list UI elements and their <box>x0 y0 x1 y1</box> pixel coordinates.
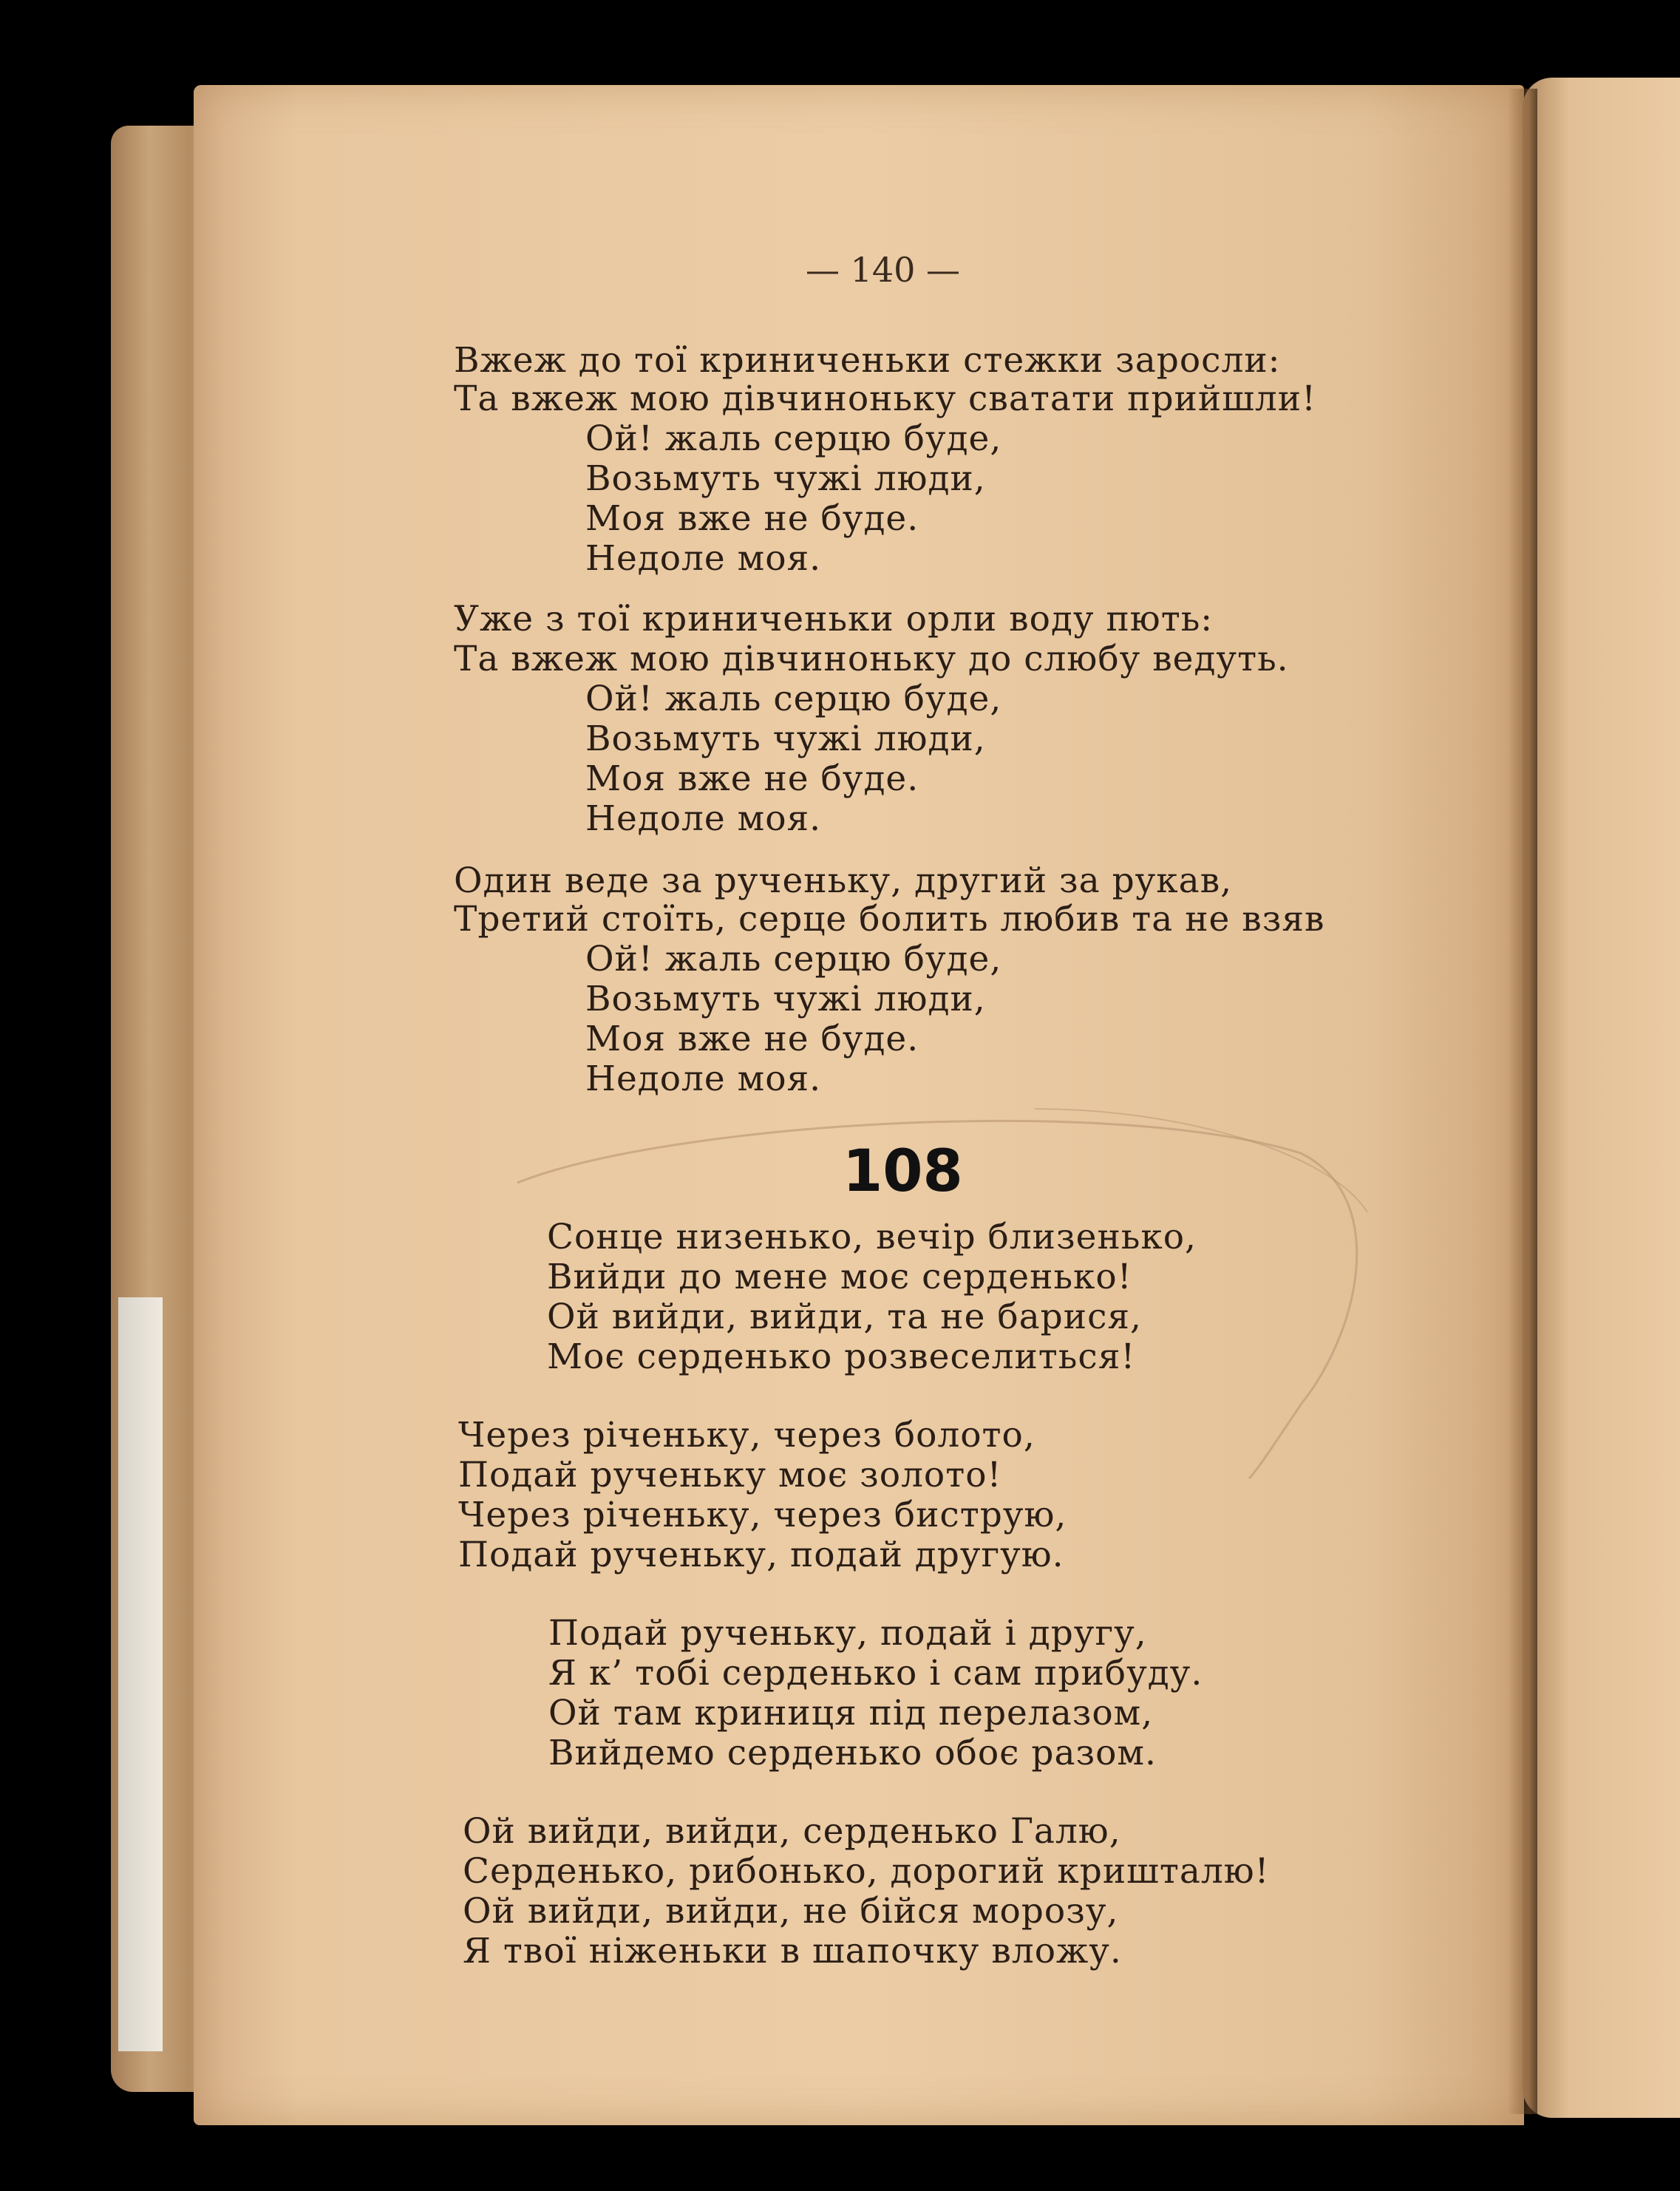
refrain-line: Недоле моя. <box>585 538 822 579</box>
refrain-line: Моя вже не буде. <box>585 758 919 799</box>
refrain-line: Недоле моя. <box>585 1059 822 1099</box>
song-line: Моє серденько розвеселиться! <box>547 1336 1136 1377</box>
refrain-line: Ой! жаль серцю буде, <box>585 679 1002 719</box>
song-line: Вийдемо серденько обоє разом. <box>548 1733 1157 1773</box>
song-line: Ой вийди, вийди, та не барися, <box>547 1297 1142 1337</box>
refrain-line: Недоле моя. <box>585 798 822 839</box>
verse-line: Вжеж до тої криниченьки стежки заросли: <box>454 340 1281 381</box>
refrain-line: Возьмуть чужі люди, <box>585 719 986 759</box>
refrain-line: Моя вже не буде. <box>585 498 919 539</box>
refrain-line: Моя вже не буде. <box>585 1019 919 1059</box>
refrain-line: Ой! жаль серцю буде, <box>585 939 1002 979</box>
song-line: Ой вийди, вийди, серденько Галю, <box>463 1811 1121 1852</box>
song-line: Серденько, рибонько, дорогий кришталю! <box>463 1851 1270 1892</box>
refrain-line: Возьмуть чужі люди, <box>585 458 986 499</box>
song-line: Подай рученьку моє золото! <box>458 1455 1002 1495</box>
song-line: Сонце низенько, вечір близенько, <box>547 1217 1197 1257</box>
song-line: Через річеньку, через биструю, <box>458 1495 1067 1535</box>
verse-line: Третий стоїть, серце болить любив та не взяв <box>454 899 1325 940</box>
verse-line: Уже з тої криниченьки орли воду пють: <box>454 599 1214 639</box>
verse-line: Один веде за рученьку, другий за рукав, <box>454 860 1233 901</box>
refrain-line: Ой! жаль серцю буде, <box>585 418 1002 459</box>
verse-line: Та вжеж мою дівчиноньку до слюбу ведуть. <box>454 639 1289 679</box>
song-line: Подай рученьку, подай і другу, <box>548 1613 1147 1654</box>
song-line: Через річеньку, через болото, <box>458 1415 1035 1455</box>
song-line: Я твої ніженьки в шапочку вложу. <box>463 1931 1122 1971</box>
song-line: Ой там криниця під перелазом, <box>548 1693 1154 1733</box>
refrain-line: Возьмуть чужі люди, <box>585 979 986 1019</box>
song-line: Я к’ тобі серденько і сам прибуду. <box>548 1653 1203 1694</box>
song-number: 108 <box>843 1138 963 1205</box>
song-line: Вийди до мене моє серденько! <box>547 1257 1132 1297</box>
page-number: — 140 — <box>806 250 961 290</box>
verse-line: Та вжеж мою дівчиноньку сватати прийшли! <box>454 378 1316 419</box>
song-line: Ой вийди, вийди, не бійся морозу, <box>463 1891 1119 1932</box>
song-line: Подай рученьку, подай другую. <box>458 1535 1064 1575</box>
